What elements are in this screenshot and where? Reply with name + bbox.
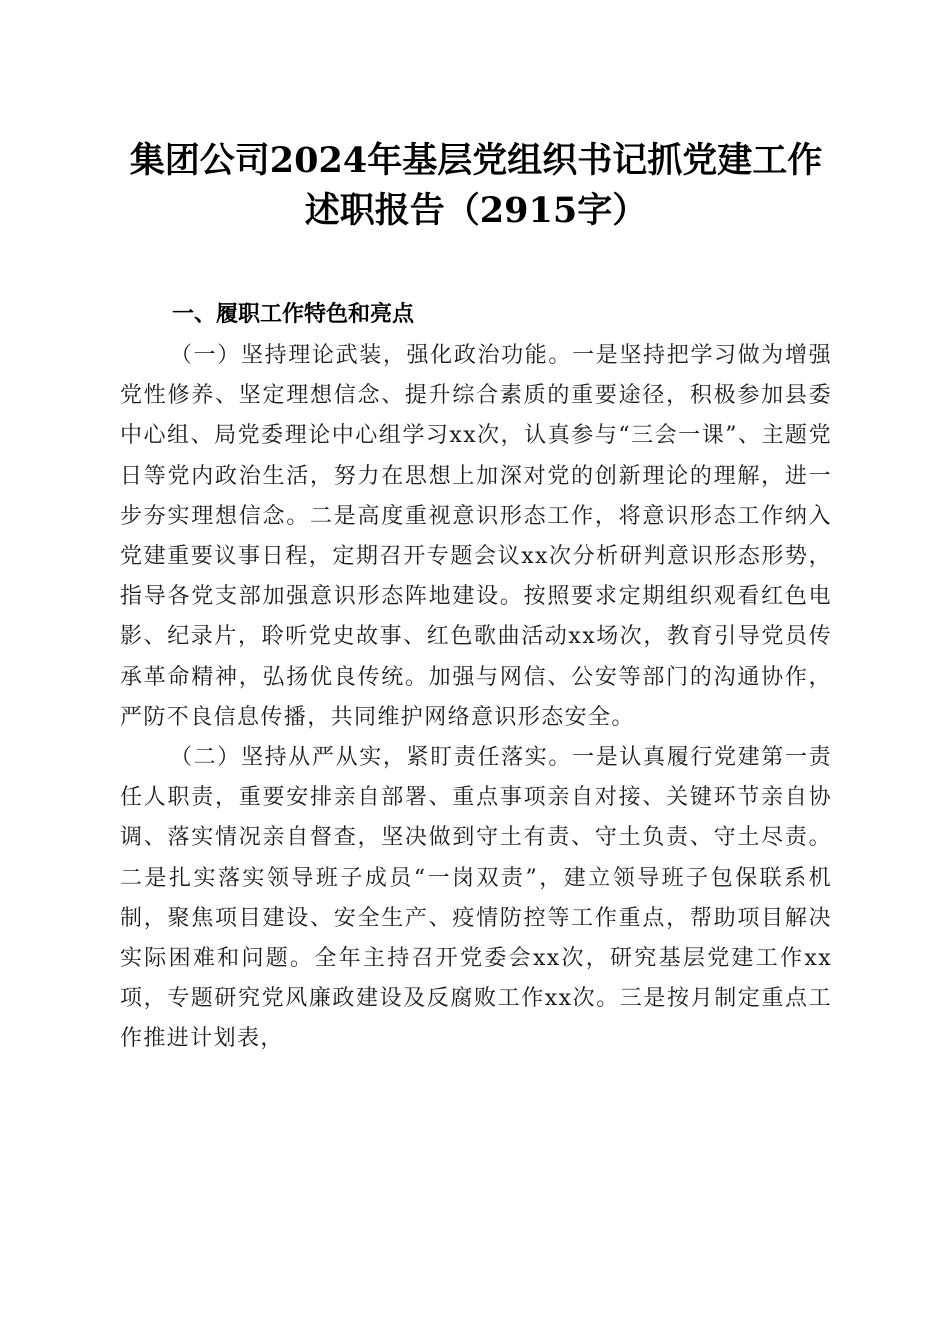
paragraph-2: （二）坚持从严从实，紧盯责任落实。一是认真履行党建第一责任人职责，重要安排亲自部署、重点事项亲自对接、关键环节亲自协调、落实情况亲自督查，坚决做到守土有责、守土负责、守土尽责。二是扎实落实领导班子成员“一岗双责”，建立领导班子包保联系机制，聚焦项目建设、安全生产、疫情防控等工作重点，帮助项目解决实际困难和问题。全年主持召开党委会xx次，研究基层党建工作xx项，专题研究党风廉政建设及反腐败工作xx次。三是按月制定重点工作推进计划表， xyxy=(120,745,832,1052)
paragraph-1: （一）坚持理论武装，强化政治功能。一是坚持把学习做为增强党性修养、坚定理想信念、提升综合素质的重要途径，积极参加县委中心组、局党委理论中心组学习xx次，认真参与“三会一课”、主题党日等党内政治生活，努力在思想上加深对党的创新理论的理解，进一步夯实理想信念。二是高度重视意识形态工作，将意识形态工作纳入党建重要议事日程，定期召开专题会议xx次分析研判意识形态形势，指导各党支部加强意识形态阵地建设。按照要求定期组织观看红色电影、纪录片，聆听党史故事、红色歌曲活动xx场次，教育引导党员传承革命精神，弘扬优良传统。加强与网信、公安等部门的沟通协作，严防不良信息传播，共同维护网络意识形态安全。 xyxy=(120,343,832,730)
title-line-2: 述职报告（2915字） xyxy=(304,190,648,231)
section-heading: 一、履职工作特色和亮点 xyxy=(172,302,415,327)
title-line-1: 集团公司2024年基层党组织书记抓党建工作 xyxy=(129,140,823,181)
document-title xyxy=(120,136,832,236)
